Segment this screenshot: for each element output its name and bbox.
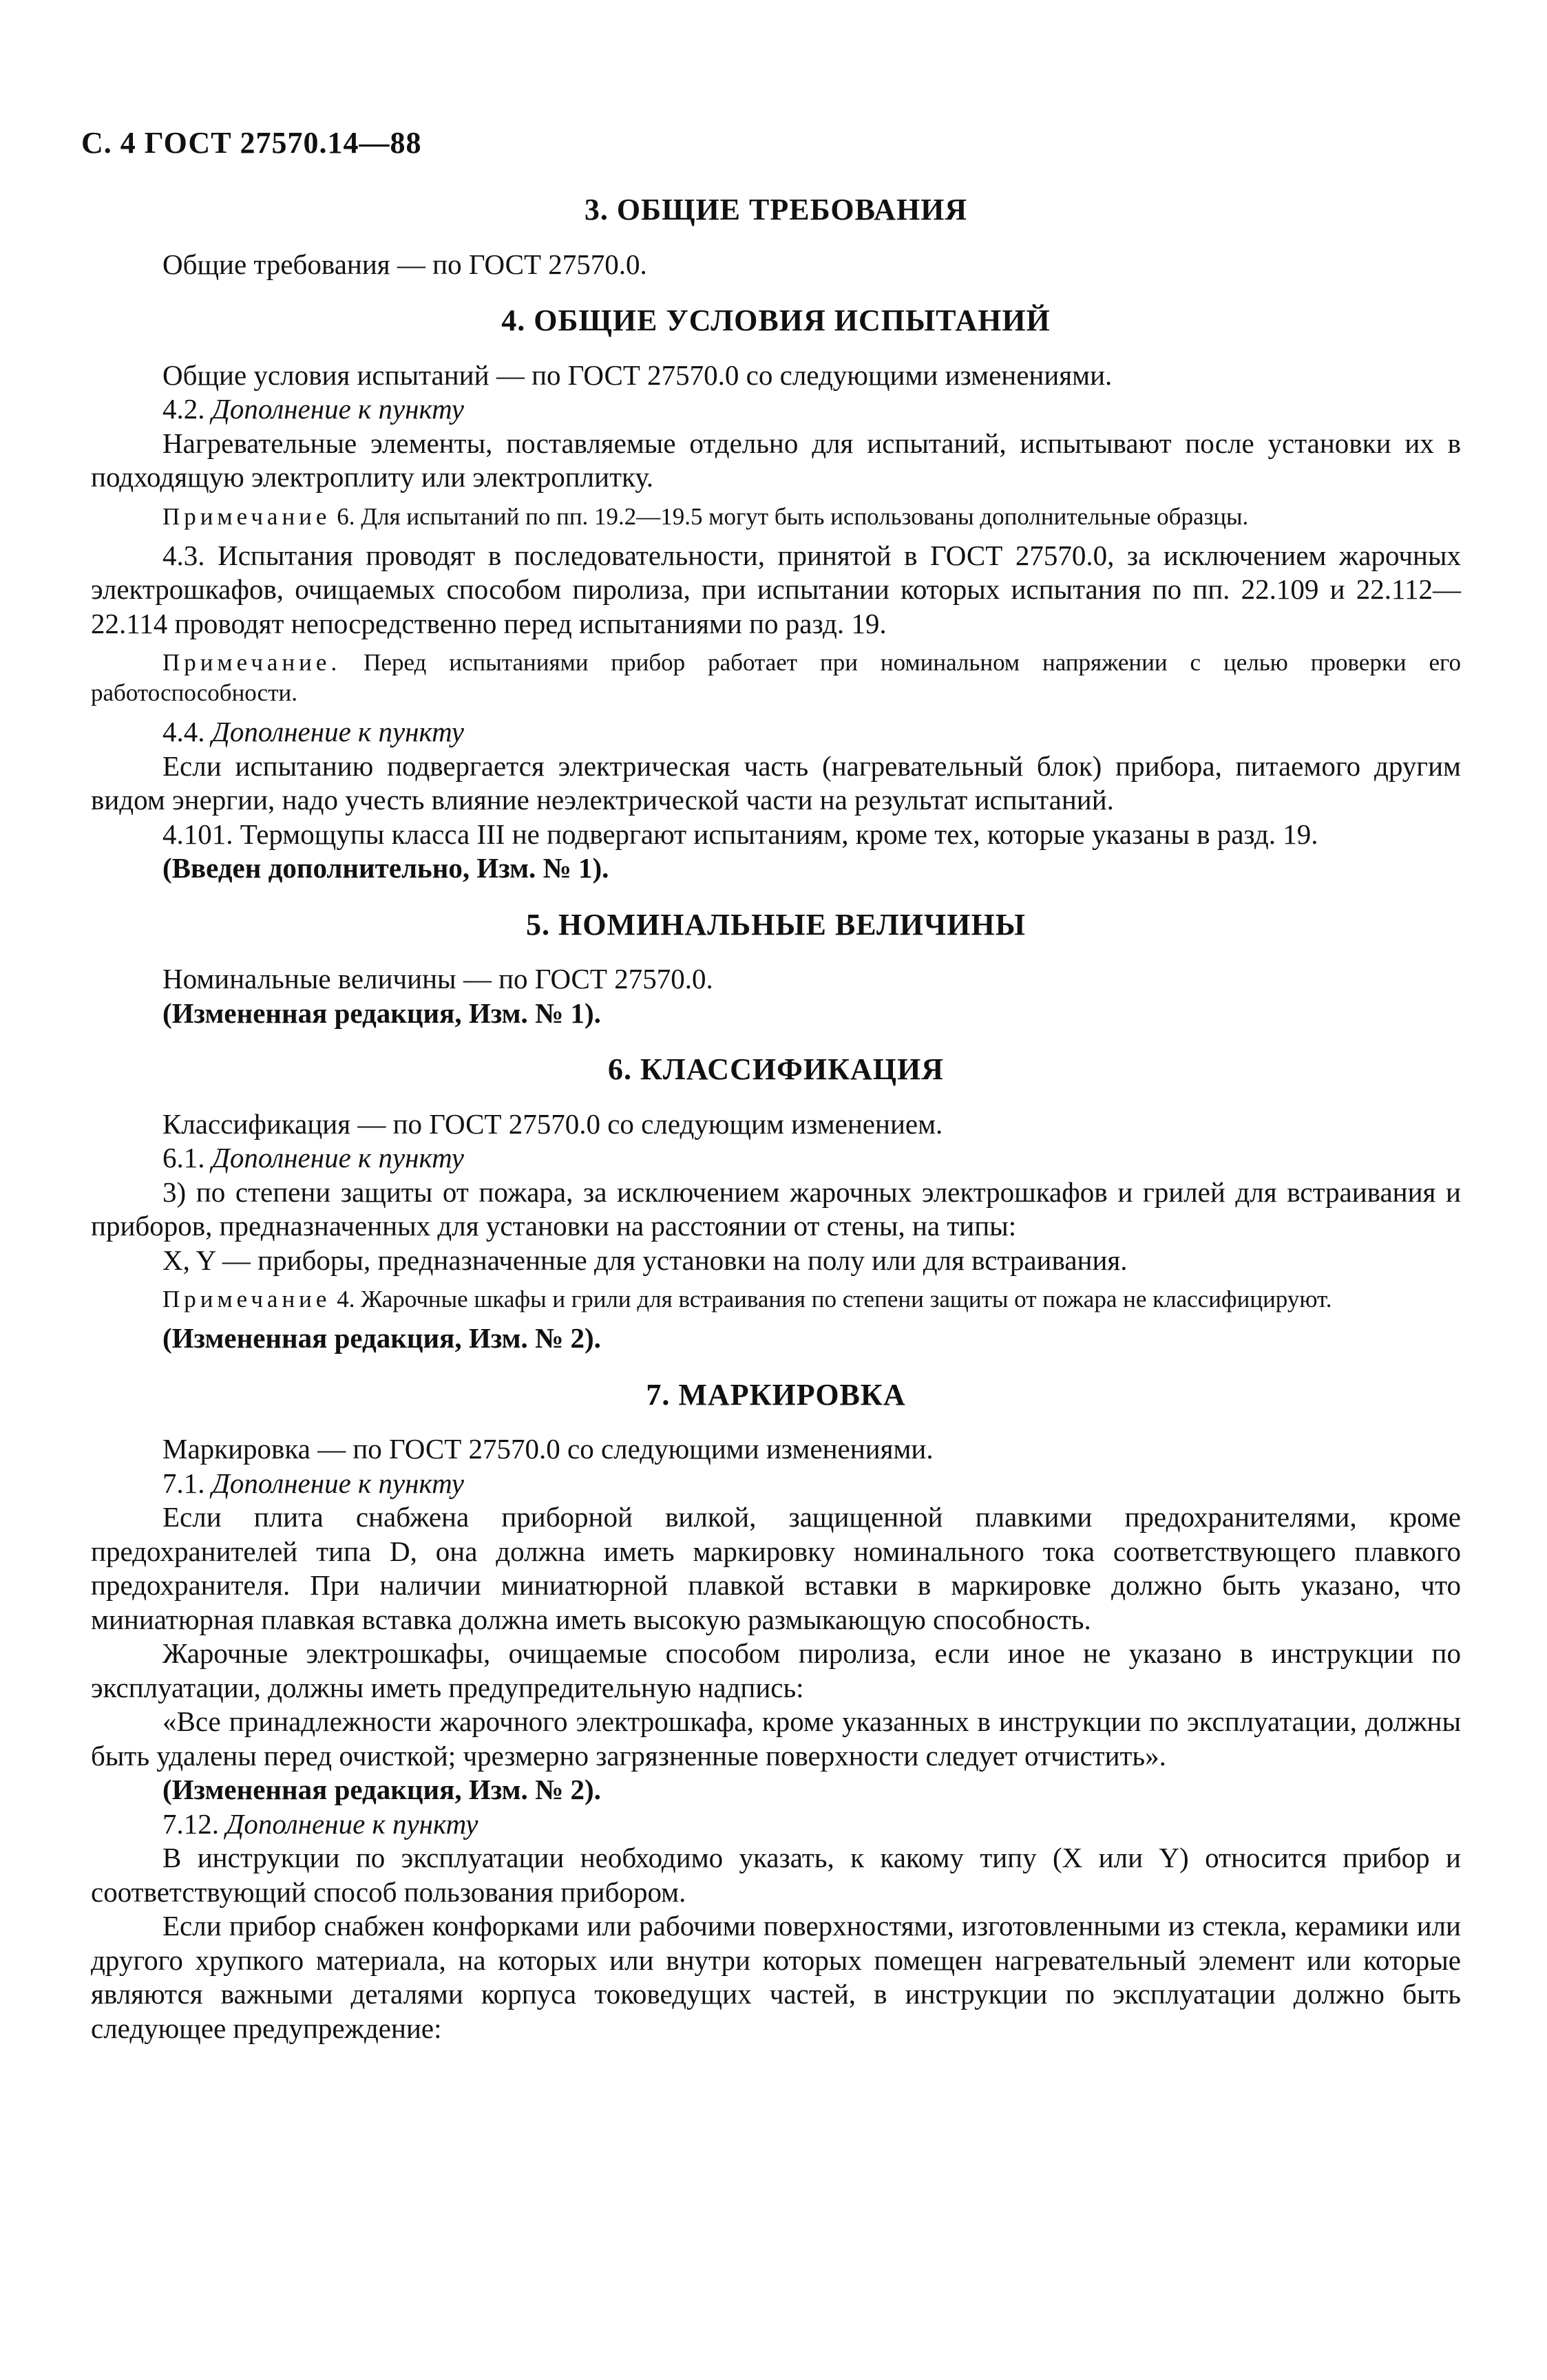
clause-4-2-number: 4.2. [162, 393, 205, 425]
section-5-paragraph: Номинальные величины — по ГОСТ 27570.0. [162, 963, 713, 995]
note-text: 6. Для испытаний по пп. 19.2—19.5 могут быть использованы дополнительные образцы. [337, 502, 1249, 530]
clause-4-2-heading [91, 392, 1461, 427]
page-header: С. 4 ГОСТ 27570.14—88 [81, 126, 422, 160]
clause-7-12-number: 7.12. [162, 1807, 219, 1840]
section-5-title: 5. НОМИНАЛЬНЫЕ ВЕЛИЧИНЫ [526, 907, 1026, 942]
note-label: Примечание. [162, 649, 341, 676]
clause-7-1-number: 7.1. [162, 1467, 205, 1499]
section-4-paragraph-intro: Общие условия испытаний — по ГОСТ 27570.0 со следующими изменениями. [162, 359, 1113, 391]
amendment-note: (Измененная редакция, Изм. № 2). [162, 1774, 601, 1805]
clause-7-1-text: Если плита снабжена приборной вилкой, защищенной плавкими предохранителями, кроме предохранителей типа D, она должна иметь маркировку номинального тока соответствующего плавкого предохранителя. При наличии миниатюрной плавкой вставки в маркировке должно быть указано, что миниатюрная плавкая вставка должна иметь высокую размыкающую способность. [91, 1501, 1461, 1635]
amendment-note: (Измененная редакция, Изм. № 2). [162, 1322, 601, 1354]
note-4-3 [91, 648, 1461, 708]
document-body [91, 193, 1461, 2046]
clause-6-1-label: Дополнение к пункту [211, 1142, 464, 1173]
clause-6-1-heading [91, 1141, 1461, 1176]
section-7-paragraph-intro: Маркировка — по ГОСТ 27570.0 со следующими изменениями. [162, 1433, 934, 1465]
clause-4-4-label: Дополнение к пункту [211, 716, 464, 747]
note-label: Примечание [162, 1286, 331, 1313]
clause-4-4-heading [91, 715, 1461, 750]
clause-4-3-text: 4.3. Испытания проводят в последовательности, принятой в ГОСТ 27570.0, за исключением жарочных электрошкафов, очищаемых способом пиролиза, при испытании которых испытания по пп. 22.109 и 22.112—22.114 проводят непосредственно перед испытаниями по разд. 19. [91, 539, 1461, 639]
section-7-title: 7. МАРКИРОВКА [646, 1377, 906, 1412]
note-6-1 [91, 1284, 1461, 1315]
note-label: Примечание [162, 502, 331, 530]
clause-7-12-label: Дополнение к пункту [226, 1807, 478, 1840]
clause-7-12-text: В инструкции по эксплуатации необходимо указать, к какому типу (X или Y) относится прибор и соответствующий способ пользования прибором. [91, 1842, 1461, 1908]
clause-4-4-text: Если испытанию подвергается электрическая часть (нагревательный блок) прибора, питаемого другим видом энергии, надо учесть влияние неэлектрической части на результат испытаний. [91, 750, 1461, 816]
note-text: 4. Жарочные шкафы и грили для встраивания по степени защиты от пожара не классифицируют. [337, 1286, 1332, 1313]
clause-7-12-warning-intro: Если прибор снабжен конфорками или рабочими поверхностями, изготовленными из стекла, керамики или другого хрупкого материала, на которых или внутри которых помещен нагревательный элемент или которые являются важными деталями корпуса токоведущих частей, в инструкции по эксплуатации должно быть следующее предупреждение: [91, 1910, 1461, 2044]
clause-7-12-heading [91, 1807, 1461, 1842]
note-4-2 [91, 502, 1461, 532]
amendment-note: (Введен дополнительно, Изм. № 1). [162, 852, 609, 884]
section-6-paragraph-intro: Классификация — по ГОСТ 27570.0 со следующим изменением. [162, 1107, 943, 1140]
section-3-title: 3. ОБЩИЕ ТРЕБОВАНИЯ [584, 193, 968, 226]
clause-4-2-text: Нагревательные элементы, поставляемые отдельно для испытаний, испытывают после установки их в подходящую электроплиту или электроплитку. [91, 427, 1461, 493]
clause-7-1-label: Дополнение к пункту [211, 1467, 464, 1499]
clause-7-1-heading [91, 1467, 1461, 1501]
clause-6-1-types: X, Y — приборы, предназначенные для установки на полу или для встраивания. [162, 1244, 1128, 1276]
clause-7-1-pyrolysis: Жарочные электрошкафы, очищаемые способом пиролиза, если иное не указано в инструкции по эксплуатации, должны иметь предупредительную надпись: [91, 1637, 1461, 1703]
section-4-title: 4. ОБЩИЕ УСЛОВИЯ ИСПЫТАНИЙ [501, 304, 1051, 337]
clause-6-1-text: 3) по степени защиты от пожара, за исключением жарочных электрошкафов и грилей для встраивания и приборов, предназначенных для установки на расстоянии от стены, на типы: [91, 1176, 1461, 1242]
clause-7-1-warning-quote: «Все принадлежности жарочного электрошкафа, кроме указанных в инструкции по эксплуатации, должны быть удалены перед очисткой; чрезмерно загрязненные поверхности следует отчистить». [91, 1706, 1461, 1772]
clause-4-101-text: 4.101. Термощупы класса III не подвергают испытаниям, кроме тех, которые указаны в разд. 19. [162, 818, 1318, 850]
clause-4-2-label: Дополнение к пункту [211, 393, 464, 425]
section-6-title: 6. КЛАССИФИКАЦИЯ [608, 1052, 944, 1086]
clause-4-4-number: 4.4. [162, 716, 205, 747]
amendment-note: (Измененная редакция, Изм. № 1). [162, 997, 601, 1029]
clause-6-1-number: 6.1. [162, 1142, 205, 1173]
section-3-paragraph: Общие требования — по ГОСТ 27570.0. [162, 248, 647, 280]
note-text: Перед испытаниями прибор работает при номинальном напряжении с целью проверки его работоспособности. [91, 649, 1462, 706]
